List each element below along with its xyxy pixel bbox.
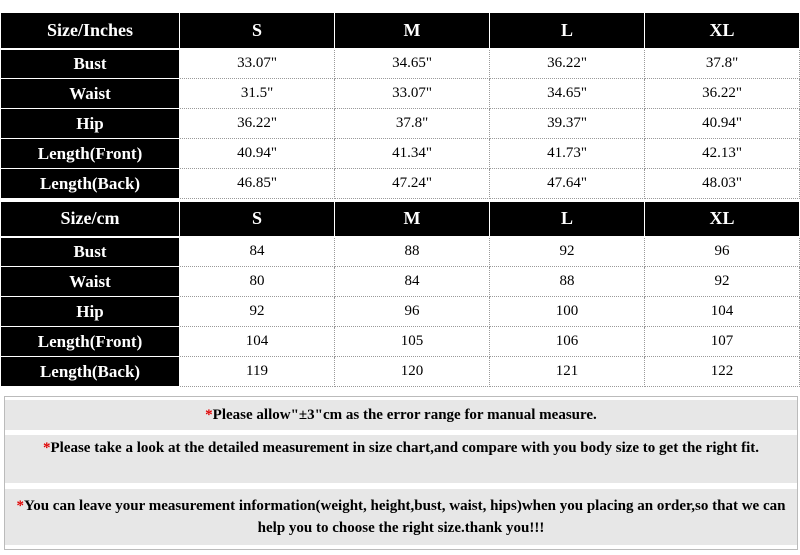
table-cell: 122	[645, 357, 800, 387]
table-cell: 37.8"	[335, 109, 490, 139]
table-cell: 36.22"	[490, 49, 645, 79]
table-row	[1, 79, 800, 109]
asterisk: *	[42, 440, 51, 456]
table-cell: 96	[335, 297, 490, 327]
table-row	[1, 169, 800, 199]
table-header-row	[1, 13, 800, 49]
row-label-bust: Bust	[1, 237, 180, 267]
table-cell: 107	[645, 327, 800, 357]
size-table-inches	[0, 12, 800, 199]
table-cell: 121	[490, 357, 645, 387]
table-row	[1, 267, 800, 297]
table-row	[1, 109, 800, 139]
table-cell: 40.94"	[180, 139, 335, 169]
table-cell: 106	[490, 327, 645, 357]
table-cell: 39.37"	[490, 109, 645, 139]
note-leave-measurement	[5, 489, 797, 545]
header-xl: XL	[645, 13, 800, 49]
header-l: L	[490, 202, 645, 237]
table-cell: 36.22"	[645, 79, 800, 109]
note-text: You can leave your measurement information(weight, height,bust, waist, hips)when you placing an order,so that we can help you to choose the right size.thank you!!!	[24, 498, 786, 536]
table-cell: 47.24"	[335, 169, 490, 199]
table-cell: 104	[645, 297, 800, 327]
table-cell: 105	[335, 327, 490, 357]
table-cell: 84	[335, 267, 490, 297]
table-cell: 34.65"	[490, 79, 645, 109]
table-cell: 36.22"	[180, 109, 335, 139]
table-cell: 47.64"	[490, 169, 645, 199]
asterisk: *	[205, 407, 213, 423]
table-cell: 46.85"	[180, 169, 335, 199]
table-cell: 33.07"	[335, 79, 490, 109]
note-compare-size	[5, 435, 797, 483]
row-label-hip: Hip	[1, 109, 180, 139]
header-size-inches: Size/Inches	[1, 13, 180, 49]
table-cell: 42.13"	[645, 139, 800, 169]
row-label-length-front: Length(Front)	[1, 327, 180, 357]
table-cell: 104	[180, 327, 335, 357]
table-cell: 88	[335, 237, 490, 267]
table-cell: 88	[490, 267, 645, 297]
table-cell: 92	[490, 237, 645, 267]
row-label-hip: Hip	[1, 297, 180, 327]
table-cell: 119	[180, 357, 335, 387]
note-text: Please take a look at the detailed measurement in size chart,and compare with you body size to get the right fit.	[50, 440, 760, 456]
note-error-range	[5, 400, 797, 430]
row-label-length-back: Length(Back)	[1, 169, 180, 199]
header-xl: XL	[645, 202, 800, 237]
header-m: M	[335, 202, 490, 237]
table-row	[1, 49, 800, 79]
table-cell: 48.03"	[645, 169, 800, 199]
row-label-bust: Bust	[1, 49, 180, 79]
row-label-length-back: Length(Back)	[1, 357, 180, 387]
table-cell: 40.94"	[645, 109, 800, 139]
table-cell: 92	[645, 267, 800, 297]
table-cell: 41.34"	[335, 139, 490, 169]
asterisk: *	[16, 498, 25, 514]
row-label-length-front: Length(Front)	[1, 139, 180, 169]
table-row	[1, 237, 800, 267]
size-table-cm	[0, 201, 800, 387]
table-header-row	[1, 202, 800, 237]
table-cell: 37.8"	[645, 49, 800, 79]
table-cell: 33.07"	[180, 49, 335, 79]
table-cell: 100	[490, 297, 645, 327]
row-label-waist: Waist	[1, 267, 180, 297]
table-row	[1, 139, 800, 169]
row-label-waist: Waist	[1, 79, 180, 109]
note-text: Please allow"±3"cm as the error range for manual measure.	[212, 407, 597, 423]
header-m: M	[335, 13, 490, 49]
header-l: L	[490, 13, 645, 49]
table-cell: 34.65"	[335, 49, 490, 79]
table-row	[1, 297, 800, 327]
table-cell: 92	[180, 297, 335, 327]
table-row	[1, 327, 800, 357]
table-cell: 80	[180, 267, 335, 297]
table-cell: 96	[645, 237, 800, 267]
table-cell: 41.73"	[490, 139, 645, 169]
header-s: S	[180, 13, 335, 49]
table-cell: 31.5"	[180, 79, 335, 109]
notes-box	[4, 396, 798, 550]
header-s: S	[180, 202, 335, 237]
table-row	[1, 357, 800, 387]
header-size-cm: Size/cm	[1, 202, 180, 237]
table-cell: 84	[180, 237, 335, 267]
table-cell: 120	[335, 357, 490, 387]
